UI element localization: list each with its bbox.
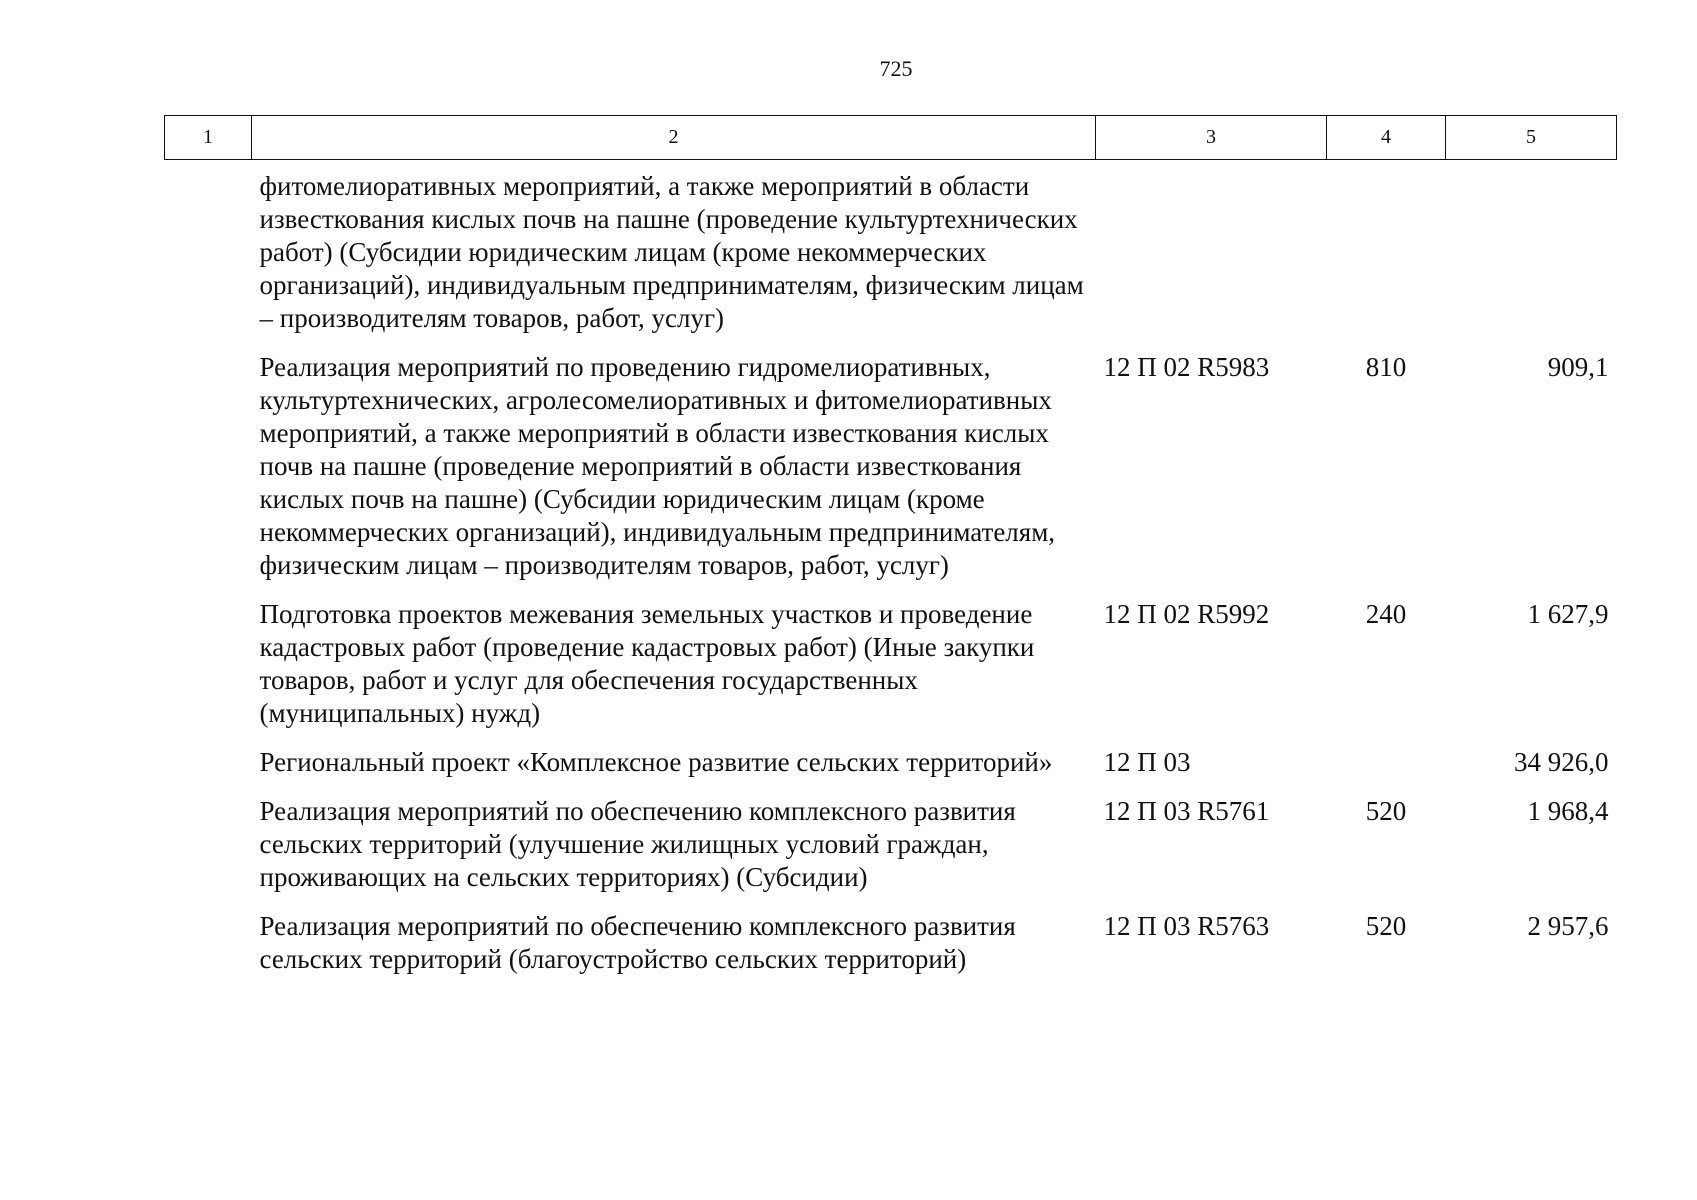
expense-type-cell: 520 (1365, 911, 1407, 941)
amount-cell: 1 627,9 (1527, 599, 1609, 629)
column-header-4: 4 (1327, 116, 1446, 160)
amount-cell: 2 957,6 (1527, 911, 1609, 941)
row-number-cell (165, 160, 252, 352)
expense-type-cell: 240 (1365, 599, 1407, 629)
amount-cell: 1 968,4 (1527, 796, 1609, 826)
description-cell: Реализация мероприятий по проведению гидромелиоративных, культуртехнических, агролесомелиоративных и фитомелиоративных мероприятий, а также мероприятий в области известкования кислых почв на пашне (проведение мероприятий в области известкования кислых почв на пашне) (Субсидии юридическим лицам (кроме некоммерческих организаций), индивидуальным предпринимателям, физическим лицам – производителям товаров, работ, услуг) (259, 352, 1056, 580)
description-cell: Региональный проект «Комплексное развитие сельских территорий» (259, 747, 1053, 777)
target-code-cell: 12 П 02 R5992 (1103, 599, 1270, 629)
description-cell: Реализация мероприятий по обеспечению комплексного развития сельских территорий (благоустройство сельских территорий) (259, 911, 1016, 974)
amount-cell: 34 926,0 (1514, 747, 1609, 777)
expense-type-cell: 810 (1365, 352, 1407, 382)
table-row (165, 795, 1617, 910)
table-row (165, 160, 1617, 352)
row-number-cell (165, 598, 252, 746)
expense-type-cell (1327, 160, 1446, 352)
amount-cell: 909,1 (1547, 352, 1609, 382)
column-header-2: 2 (252, 116, 1096, 160)
page-number: 725 (879, 56, 913, 81)
table-row (165, 351, 1617, 598)
column-header-5: 5 (1446, 116, 1617, 160)
column-header-1: 1 (165, 116, 252, 160)
description-cell: Подготовка проектов межевания земельных участков и проведение кадастровых работ (проведение кадастровых работ) (Иные закупки товаров, работ и услуг для обеспечения государственных (муниципальных) нужд) (259, 599, 1035, 728)
table-row (165, 746, 1617, 795)
target-code-cell: 12 П 02 R5983 (1103, 352, 1270, 382)
target-code-cell: 12 П 03 R5763 (1103, 911, 1270, 941)
table-header-row (165, 116, 1617, 160)
table-row (165, 910, 1617, 992)
row-number-cell (165, 910, 252, 992)
description-cell: Реализация мероприятий по обеспечению комплексного развития сельских территорий (улучшение жилищных условий граждан, проживающих на сельских территориях) (Субсидии) (259, 796, 1016, 892)
table-row (165, 598, 1617, 746)
target-code-cell: 12 П 03 (1103, 747, 1191, 777)
row-number-cell (165, 746, 252, 795)
budget-table (164, 115, 1617, 992)
description-cell: фитомелиоративных мероприятий, а также мероприятий в области известкования кислых почв на пашне (проведение культуртехнических работ) (Субсидии юридическим лицам (кроме некоммерческих организаций), индивидуальным предпринимателям, физическим лицам – производителям товаров, работ, услуг) (259, 171, 1084, 333)
target-code-cell: 12 П 03 R5761 (1103, 796, 1270, 826)
expense-type-cell (1327, 746, 1446, 795)
row-number-cell (165, 351, 252, 598)
row-number-cell (165, 795, 252, 910)
target-code-cell (1096, 160, 1327, 352)
expense-type-cell: 520 (1365, 796, 1407, 826)
amount-cell (1446, 160, 1617, 352)
column-header-3: 3 (1096, 116, 1327, 160)
